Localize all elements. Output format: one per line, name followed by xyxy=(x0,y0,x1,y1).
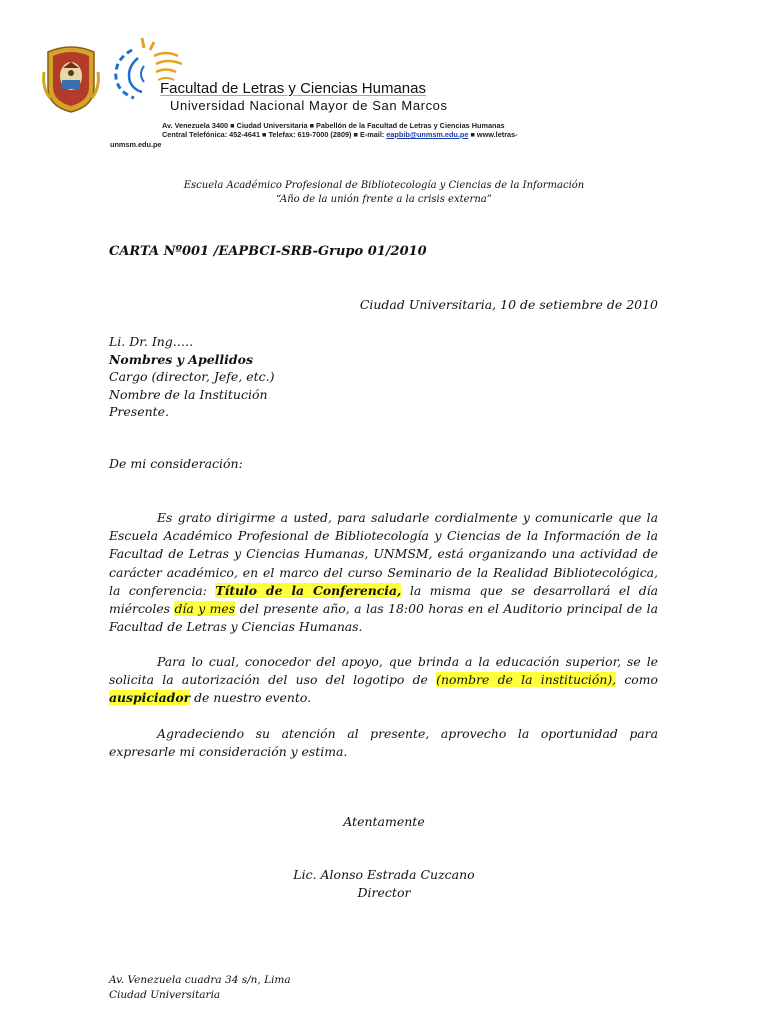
salutation: De mi consideración: xyxy=(109,456,243,471)
faculty-name: Facultad de Letras y Ciencias Humanas xyxy=(160,80,426,97)
signer-name: Lic. Alonso Estrada Cuzcano xyxy=(293,867,475,882)
address-line-2: Central Telefónica: 452-4641 ■ Telefax: 619-7000 (2809) ■ E-mail: eapbib@unmsm.edu.pe ■ www.letras- xyxy=(162,130,518,139)
footer-line-2: Ciudad Universitaria xyxy=(109,989,221,1001)
signer-title: Director xyxy=(357,885,411,900)
address-line-3: unmsm.edu.pe xyxy=(110,140,162,149)
recipient-title: Li. Dr. Ing.…. xyxy=(109,334,194,349)
footer-line-1: Av. Venezuela cuadra 34 s/n, Lima xyxy=(109,974,291,986)
address-line-1: Av. Venezuela 3400 ■ Ciudad Universitaria ■ Pabellón de la Facultad de Letras y Ciencias Humanas xyxy=(162,121,505,130)
highlight-sponsor: auspiciador xyxy=(109,690,191,706)
recipient-block xyxy=(109,333,275,421)
email-link[interactable]: eapbib@unmsm.edu.pe xyxy=(386,130,469,139)
highlight-conference-title: Título de la Conferencia, xyxy=(215,582,402,598)
year-motto: “Año de la unión frente a la crisis externa” xyxy=(276,194,492,205)
letter-reference: CARTA Nº001 /EAPBCI-SRB-Grupo 01/2010 xyxy=(109,244,427,259)
university-name: Universidad Nacional Mayor de San Marcos xyxy=(170,98,448,113)
highlight-date: día y mes xyxy=(174,601,236,617)
paragraph-2: Para lo cual, conocedor del apoyo, que brinda a la educación superior, se le solicita la autorización del uso del logotipo de (nombre de la institución), como auspiciador de nuestro evento. xyxy=(109,654,658,706)
university-seal-icon xyxy=(42,42,100,114)
footer-address xyxy=(109,973,291,1003)
recipient-name: Nombres y Apellidos xyxy=(109,351,254,367)
paragraph-1: Es grato dirigirme a usted, para saludarle cordialmente y comunicarle que la Escuela Académico Profesional de Bibliotecología y Ciencias de la Información de la Facultad de Letras y Ciencias Humanas, UNMSM, está organizando una actividad de carácter académico, en el marco del curso Seminario de la Realidad Bibliotecológica, la conferencia: Título de la Conferencia, la misma que se desarrollará el día miércoles día y mes del presente año, a las 18:00 horas en el Auditorio principal de la Facultad de Letras y Ciencias Humanas. xyxy=(109,510,658,635)
recipient-presente: Presente. xyxy=(109,404,170,420)
closing: Atentamente xyxy=(343,814,425,829)
recipient-position: Cargo (director, Jefe, etc.) xyxy=(109,369,275,385)
place-date: Ciudad Universitaria, 10 de setiembre de 2010 xyxy=(359,297,658,312)
highlight-institution: (nombre de la institución), xyxy=(436,672,617,688)
paragraph-3: Agradeciendo su atención al presente, aprovecho la oportunidad para expresarle mi consideración y estima. xyxy=(109,726,658,760)
recipient-institution: Nombre de la Institución xyxy=(109,386,268,402)
school-name: Escuela Académico Profesional de Bibliotecología y Ciencias de la Información xyxy=(183,180,585,191)
